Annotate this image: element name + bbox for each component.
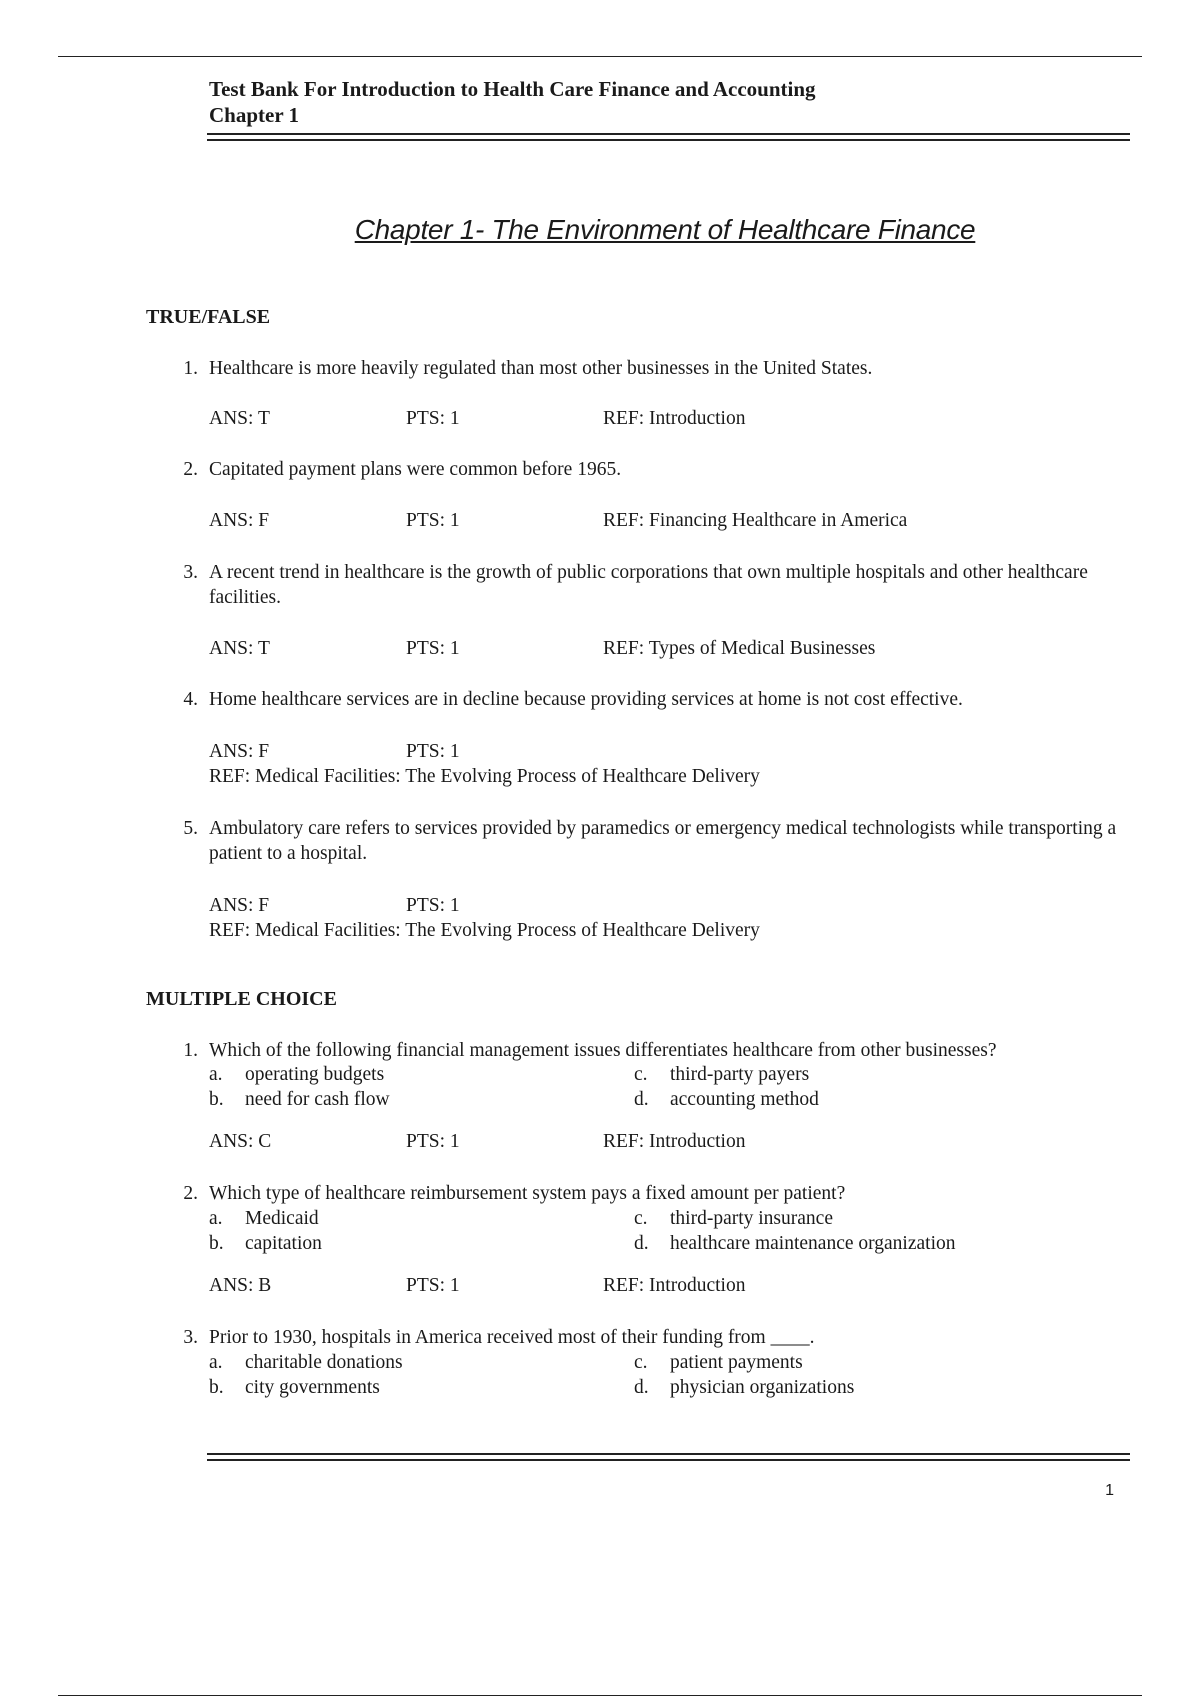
question-number: 2. — [183, 1183, 198, 1204]
answer-block — [209, 508, 1109, 533]
answer-block — [209, 1129, 1109, 1154]
mc-question — [172, 1038, 1132, 1063]
points-value: PTS: 1 — [406, 638, 460, 659]
question-text: Which of the following financial management issues differentiates healthcare from other businesses? — [209, 1040, 997, 1061]
option-c — [634, 1206, 833, 1231]
option-letter: b. — [209, 1377, 224, 1398]
option-letter: d. — [634, 1089, 649, 1110]
option-b — [209, 1087, 390, 1112]
option-text: need for cash flow — [245, 1089, 390, 1110]
option-text: charitable donations — [245, 1352, 403, 1373]
question-number: 1. — [183, 1040, 198, 1061]
option-b — [209, 1231, 322, 1256]
mc-question — [172, 1181, 1132, 1206]
option-a — [209, 1062, 384, 1087]
option-d — [634, 1375, 854, 1400]
option-letter: a. — [209, 1064, 223, 1085]
document-header — [209, 76, 1129, 128]
answer-value: ANS: B — [209, 1275, 272, 1296]
header-chapter: Chapter 1 — [209, 103, 300, 127]
header-double-rule — [207, 133, 1130, 141]
option-letter: b. — [209, 1233, 224, 1254]
question-text: Healthcare is more heavily regulated than most other businesses in the United States. — [209, 358, 873, 379]
points-value: PTS: 1 — [406, 741, 460, 762]
question-number: 3. — [183, 562, 198, 583]
answer-block — [209, 739, 1109, 789]
reference-value: REF: Types of Medical Businesses — [603, 638, 876, 659]
reference-value: REF: Introduction — [603, 1131, 746, 1152]
question-number: 1. — [183, 358, 198, 379]
question-text: Capitated payment plans were common before 1965. — [209, 459, 622, 480]
question-text: Prior to 1930, hospitals in America received most of their funding from ____. — [209, 1327, 815, 1348]
chapter-title: Chapter 1- The Environment of Healthcare Finance — [354, 214, 976, 245]
question-number: 5. — [183, 818, 198, 839]
question-number: 4. — [183, 689, 198, 710]
points-value: PTS: 1 — [406, 1131, 460, 1152]
option-c — [634, 1062, 809, 1087]
tf-question — [172, 356, 1132, 381]
option-text: Medicaid — [245, 1208, 319, 1229]
question-number: 3. — [183, 1327, 198, 1348]
option-text: third-party insurance — [670, 1208, 833, 1229]
page-number: 1 — [1105, 1482, 1114, 1499]
points-value: PTS: 1 — [406, 895, 460, 916]
option-text: healthcare maintenance organization — [670, 1233, 956, 1254]
section-heading-multiple-choice: MULTIPLE CHOICE — [146, 988, 337, 1010]
answer-block — [209, 636, 1109, 661]
answer-value: ANS: F — [209, 510, 270, 531]
option-letter: d. — [634, 1377, 649, 1398]
option-text: city governments — [245, 1377, 380, 1398]
option-letter: a. — [209, 1352, 223, 1373]
option-letter: d. — [634, 1233, 649, 1254]
option-text: operating budgets — [245, 1064, 385, 1085]
option-a — [209, 1206, 319, 1231]
reference-value: REF: Medical Facilities: The Evolving Process of Healthcare Delivery — [209, 766, 760, 787]
option-b — [209, 1375, 380, 1400]
mc-question — [172, 1325, 1132, 1350]
option-c — [634, 1350, 803, 1375]
reference-value: REF: Medical Facilities: The Evolving Process of Healthcare Delivery — [209, 920, 760, 941]
option-letter: c. — [634, 1208, 648, 1229]
reference-value: REF: Financing Healthcare in America — [603, 510, 908, 531]
question-text: Which type of healthcare reimbursement system pays a fixed amount per patient? — [209, 1183, 846, 1204]
answer-block — [209, 406, 1109, 431]
bottom-rule — [58, 1695, 1142, 1696]
answer-value: ANS: T — [209, 638, 270, 659]
question-text: Ambulatory care refers to services provided by paramedics or emergency medical technologists while transporting a patient to a hospital. — [209, 818, 1117, 864]
answer-block — [209, 893, 1109, 943]
reference-value: REF: Introduction — [603, 1275, 746, 1296]
tf-question — [172, 560, 1132, 610]
option-d — [634, 1087, 819, 1112]
option-letter: c. — [634, 1352, 648, 1373]
option-text: patient payments — [670, 1352, 803, 1373]
question-text: A recent trend in healthcare is the growth of public corporations that own multiple hospitals and other healthcare facilities. — [209, 562, 1088, 608]
tf-question — [172, 687, 1132, 712]
option-letter: a. — [209, 1208, 223, 1229]
option-letter: b. — [209, 1089, 224, 1110]
answer-value: ANS: F — [209, 895, 270, 916]
option-text: capitation — [245, 1233, 322, 1254]
answer-value: ANS: T — [209, 408, 270, 429]
footer-double-rule — [207, 1453, 1130, 1461]
question-text: Home healthcare services are in decline because providing services at home is not cost effective. — [209, 689, 963, 710]
option-text: accounting method — [670, 1089, 819, 1110]
answer-block — [209, 1273, 1109, 1298]
option-d — [634, 1231, 956, 1256]
tf-question — [172, 457, 1132, 482]
top-rule — [58, 56, 1142, 57]
option-text: third-party payers — [670, 1064, 810, 1085]
points-value: PTS: 1 — [406, 510, 460, 531]
header-title: Test Bank For Introduction to Health Care Finance and Accounting — [209, 77, 816, 101]
points-value: PTS: 1 — [406, 408, 460, 429]
option-text: physician organizations — [670, 1377, 855, 1398]
option-letter: c. — [634, 1064, 648, 1085]
tf-question — [172, 816, 1132, 866]
section-heading-true-false: TRUE/FALSE — [146, 306, 271, 328]
option-a — [209, 1350, 403, 1375]
answer-value: ANS: C — [209, 1131, 272, 1152]
answer-value: ANS: F — [209, 741, 270, 762]
reference-value: REF: Introduction — [603, 408, 746, 429]
points-value: PTS: 1 — [406, 1275, 460, 1296]
question-number: 2. — [183, 459, 198, 480]
